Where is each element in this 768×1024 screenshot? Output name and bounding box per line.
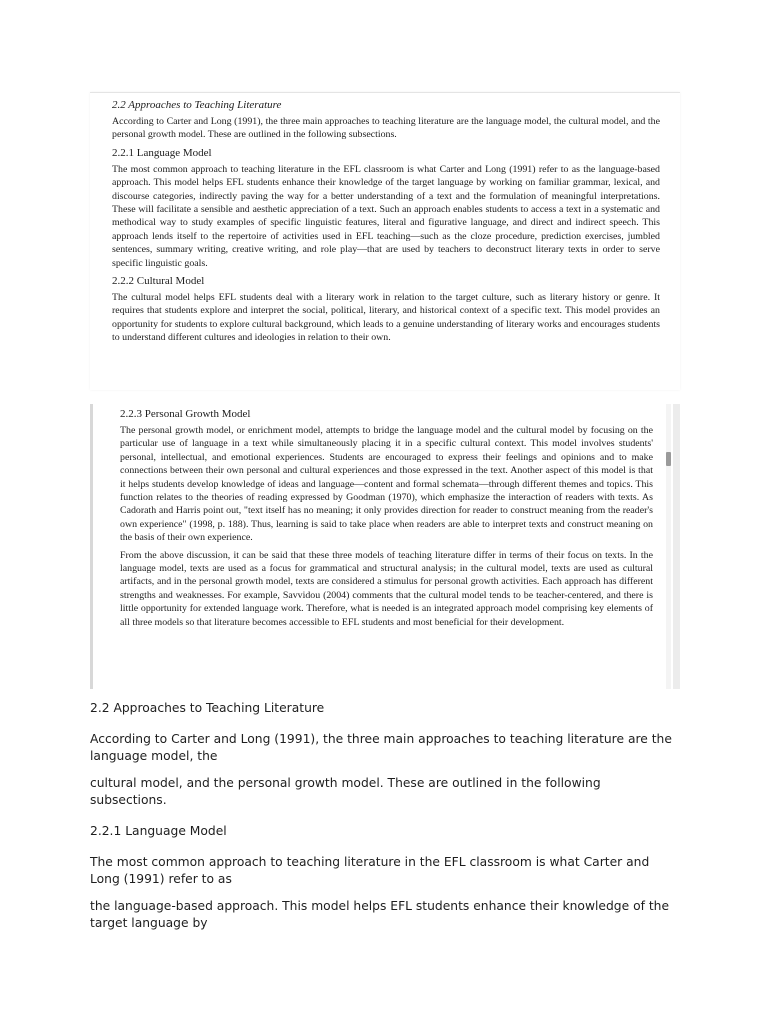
doc-paragraph: cultural model, and the personal growth model. These are outlined in the following subsections. <box>90 776 601 807</box>
scan-cultural-model-paragraph: The cultural model helps EFL students deal with a literary work in relation to the target culture, such as literary history or genre. It requires that students explore and interpret the social, political, literary, and historical context of a specific text. This model provides an opportunity for students to explore cultural background, which leads to a genuine understanding of literary works and encourages students to understand different cultures and ideologies in relation to their own. <box>112 292 660 344</box>
scan-scrollbar-thumb[interactable] <box>666 452 671 466</box>
scan-language-model-heading: 2.2.1 Language Model <box>112 146 212 159</box>
doc-paragraph: According to Carter and Long (1991), the three main approaches to teaching literature are the language model, the <box>90 732 672 763</box>
scanned-page-image-2 <box>90 404 680 689</box>
scan-scrollbar[interactable] <box>666 404 671 689</box>
doc-subsection-heading: 2.2.1 Language Model <box>90 824 227 838</box>
document-body <box>90 700 680 946</box>
scan-summary-paragraph: From the above discussion, it can be said that these three models of teaching literature differ in terms of their focus on texts. In the language model, texts are used as a focus for grammatical and structural analysis; in the cultural model, texts are used as cultural artifacts, and in the personal growth model, texts are considered a stimulus for personal growth activities. Each approach has different strengths and weaknesses. For example, Savvidou (2004) comments that the cultural model tends to be teacher-centered, and there is little opportunity for extended language work. Therefore, what is needed is an integrated approach model comprising key elements of all three models so that literature becomes accessible to EFL students and most beneficial for their development. <box>120 549 653 628</box>
scanned-page-image-1 <box>90 92 680 390</box>
scan-intro-paragraph: According to Carter and Long (1991), the three main approaches to teaching literature are the language model, the cultural model, and the personal growth model. These are outlined in the following subsections. <box>112 116 660 141</box>
scan-personal-growth-heading: 2.2.3 Personal Growth Model <box>120 408 251 420</box>
scan-section-heading: 2.2 Approaches to Teaching Literature <box>112 99 282 111</box>
doc-paragraph: the language-based approach. This model helps EFL students enhance their knowledge of the target language by <box>90 899 670 930</box>
doc-section-heading: 2.2 Approaches to Teaching Literature <box>90 701 325 715</box>
scan-cultural-model-heading: 2.2.2 Cultural Model <box>112 275 205 288</box>
scan-personal-growth-paragraph: The personal growth model, or enrichment model, attempts to bridge the language model and the cultural model by focusing on the particular use of language in a text while simultaneously placing it in a specific cultural context. This model involves students' personal, intellectual, and emotional experiences. Students are encouraged to express their feelings and opinions and to make connections between their own personal and cultural experiences and those expressed in the text. Another aspect of this model is that it helps students develop knowledge of ideas and language—content and formal schemata—through different themes and topics. This function relates to the theories of reading expressed by Goodman (1970), which emphasize the interaction of readers with texts. As Cadorath and Harris point out, "text itself has no meaning; it only provides direction for reader to construct meaning from the reader's own experience" (1998, p. 188). Thus, learning is said to take place when readers are able to interpret texts and construct meaning on the basis of their own experience. <box>120 425 653 544</box>
scan-language-model-paragraph: The most common approach to teaching literature in the EFL classroom is what Carter and Long (1991) refer to as the language-based approach. This model helps EFL students enhance their knowledge of the target language by working on familiar grammar, lexical, and discourse categories, indirectly paving the way for a better understanding of a text and the formulation of meaningful interpretations. These will facilitate a sensible and aesthetic appreciation of a text. Such an approach enables students to access a text in a systematic and methodical way to study examples of specific linguistic features, literal and figurative language, and direct and indirect speech. This approach lends itself to the repertoire of activities used in EFL teaching—such as the cloze procedure, prediction exercises, jumbled sentences, summary writing, creative writing, and role play—that are used by teachers to deconstruct literary texts in order to serve specific linguistic goals. <box>112 163 660 269</box>
doc-paragraph: The most common approach to teaching literature in the EFL classroom is what Carter and Long (1991) refer to as <box>90 855 650 886</box>
